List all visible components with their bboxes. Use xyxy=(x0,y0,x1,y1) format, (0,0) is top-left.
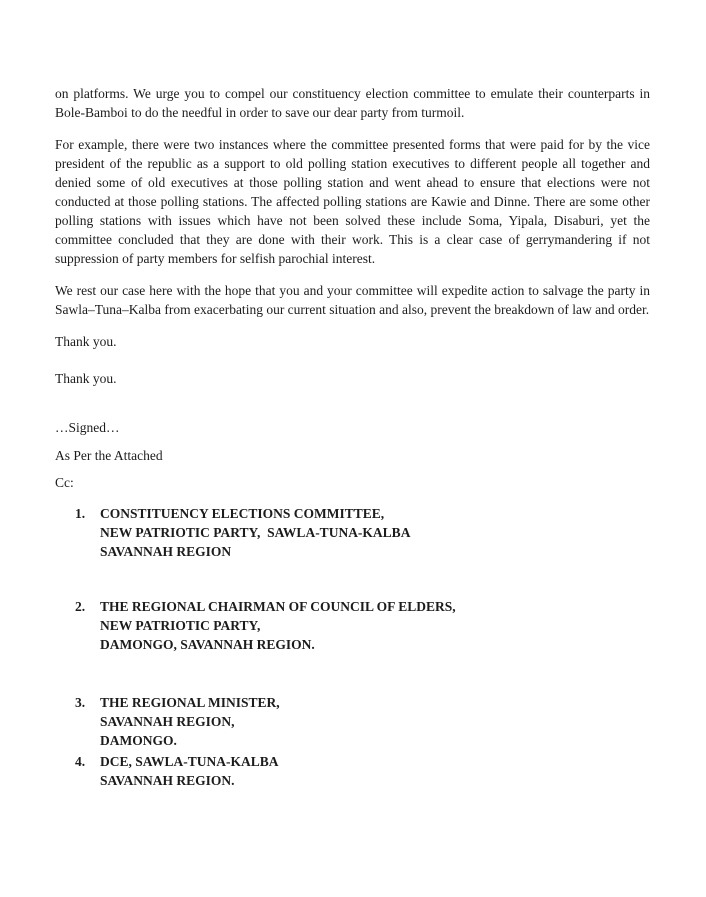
cc-item-constituency-elections-committee xyxy=(75,504,650,561)
cc-item-lines xyxy=(100,752,650,790)
attached-line: As Per the Attached xyxy=(55,448,163,463)
cc-item-line: NEW PATRIOTIC PARTY, xyxy=(100,618,261,633)
cc-item-regional-chairman xyxy=(75,597,650,654)
signed-line: …Signed… xyxy=(55,420,120,435)
cc-list xyxy=(55,504,650,790)
cc-item-lines xyxy=(100,693,650,750)
cc-item-number: 1. xyxy=(75,506,86,521)
paragraph-rest-our-case: We rest our case here with the hope that you and your committee will expedite action to salvage the party in Sawla–Tuna–Kalba from exacerbating our current situation and also, prevent the breakdown of law and order. xyxy=(55,283,650,317)
thank-you-line-1: Thank you. xyxy=(55,334,117,349)
cc-item-number: 3. xyxy=(75,695,86,710)
cc-item-line: DAMONGO. xyxy=(100,733,177,748)
cc-item-line: SAVANNAH REGION. xyxy=(100,773,235,788)
cc-item-line: CONSTITUENCY ELECTIONS COMMITTEE, xyxy=(100,506,385,521)
cc-item-lines xyxy=(100,504,650,561)
cc-item-number: 4. xyxy=(75,754,86,769)
cc-item-lines xyxy=(100,597,650,654)
cc-item-line: DAMONGO, SAVANNAH REGION. xyxy=(100,637,315,652)
cc-item-line: SAVANNAH REGION, xyxy=(100,714,235,729)
cc-item-dce xyxy=(75,752,650,790)
cc-item-line: SAVANNAH REGION xyxy=(100,544,232,559)
cc-label: Cc: xyxy=(55,475,74,490)
cc-item-regional-minister xyxy=(75,693,650,750)
cc-item-line: THE REGIONAL CHAIRMAN OF COUNCIL OF ELDERS, xyxy=(100,599,456,614)
thank-you-line-2: Thank you. xyxy=(55,371,117,386)
cc-item-line: DCE, SAWLA-TUNA-KALBA xyxy=(100,754,279,769)
paragraph-platforms: on platforms. We urge you to compel our constituency election committee to emulate their counterparts in Bole-Bamboi to do the needful in order to save our dear party from turmoil. xyxy=(55,86,650,120)
cc-item-line: THE REGIONAL MINISTER, xyxy=(100,695,280,710)
cc-item-number: 2. xyxy=(75,599,86,614)
paragraph-example: For example, there were two instances where the committee presented forms that were paid for by the vice president of the republic as a support to old polling station executives to different people all together and denied some of old executives at those polling station and went ahead to ensure that elections were not conducted at those polling stations. The affected polling stations are Kawie and Dinne. There are some other polling stations with issues which have not been solved these include Soma, Yipala, Disaburi, yet the committee concluded that they are done with their work. This is a clear case of gerrymandering if not suppression of party members for selfish parochial interest. xyxy=(55,137,650,266)
cc-item-line: NEW PATRIOTIC PARTY, SAWLA-TUNA-KALBA xyxy=(100,525,411,540)
